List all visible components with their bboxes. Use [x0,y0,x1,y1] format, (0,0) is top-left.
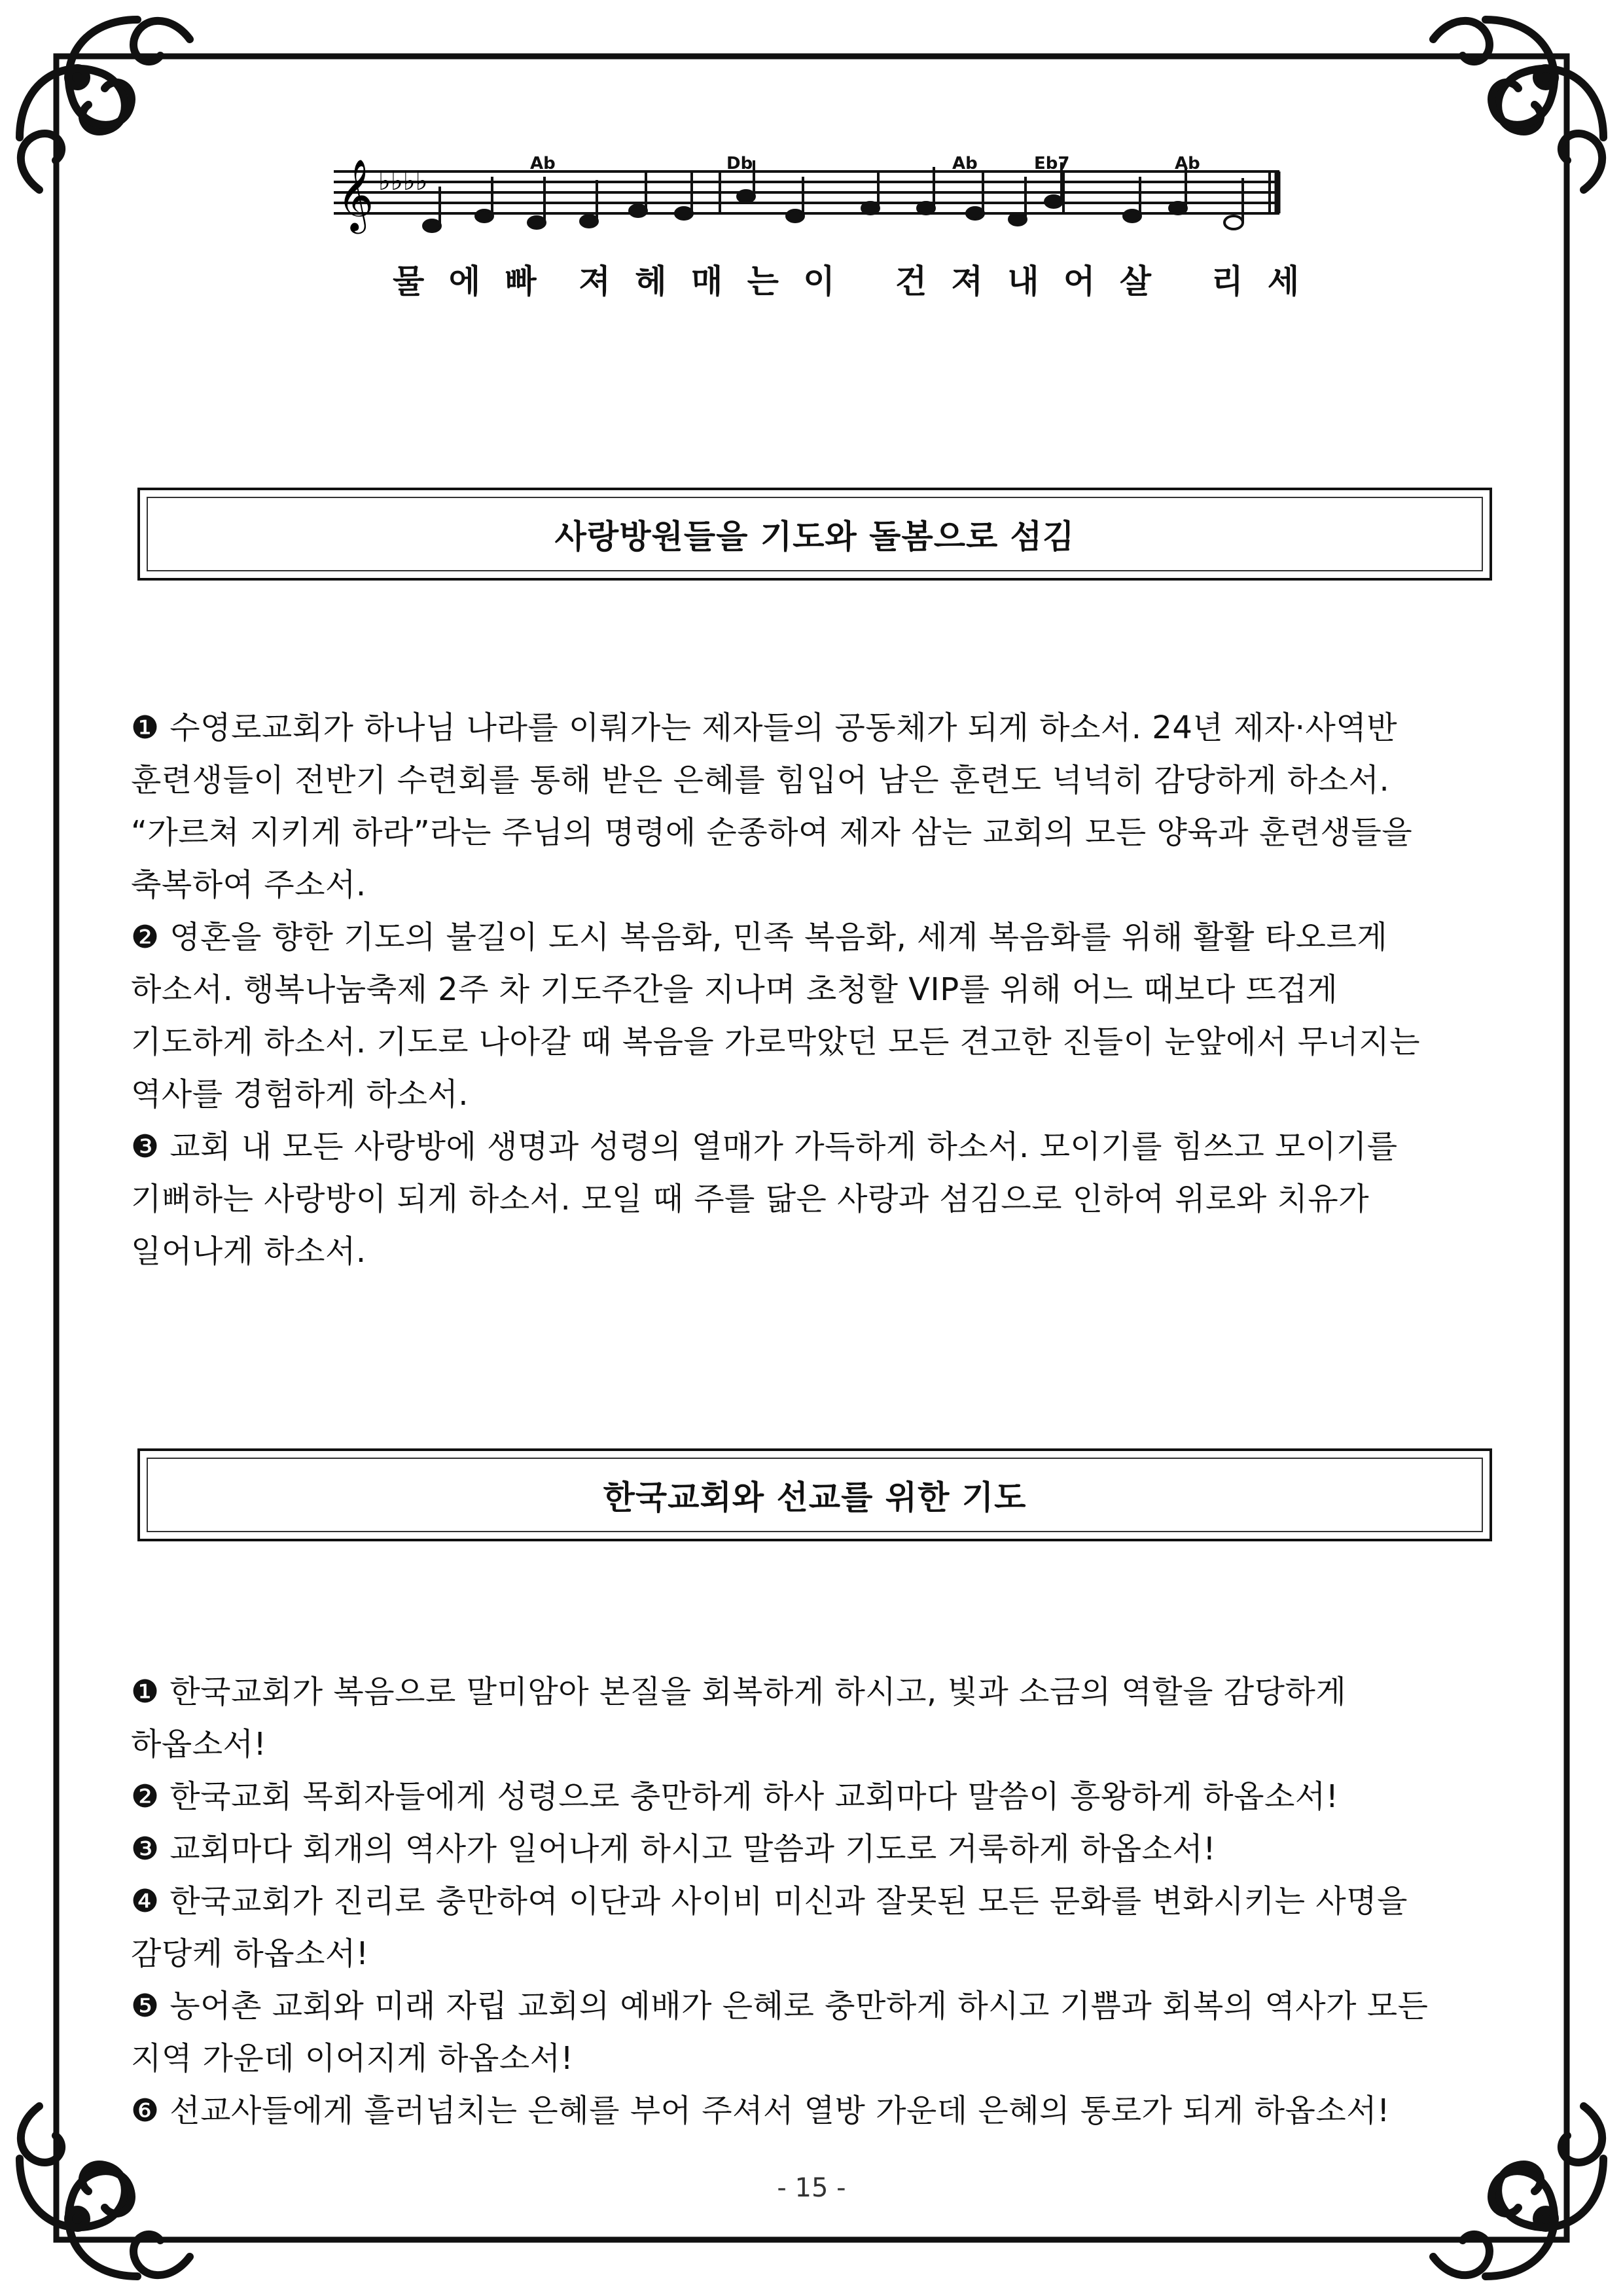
prayer-line: ❸ 교회 내 모든 사랑방에 생명과 성령의 열매가 가득하게 하소서. 모이기를 힘쓰고 모이기를 [131,1128,1398,1165]
prayer-line: 기도하게 하소서. 기도로 나아갈 때 복음을 가로막았던 모든 견고한 진들이 눈앞에서 무너지는 [131,1024,1421,1060]
song-lyrics: 물 에 빠 져 헤 매 는 이 건 져 내 어 살 리 세 [393,262,1306,300]
prayer-line: 일어나게 하소서. [131,1233,366,1270]
section-title: 사랑방원들을 기도와 돌봄으로 섬김 [554,518,1075,556]
prayer-line: ❶ 수영로교회가 하나님 나라를 이뤄가는 제자들의 공동체가 되게 하소서. 24년 제자·사역반 [131,709,1398,746]
treble-clef-icon: 𝄞 [337,159,374,231]
chord-label: Db [726,154,753,173]
chord-label: Ab [952,154,978,173]
prayer-line: 훈련생들이 전반기 수련회를 통해 받은 은혜를 힘입어 남은 훈련도 넉넉히 감당하게 하소서. [131,762,1390,798]
prayer-line: ❷ 영혼을 향한 기도의 불길이 도시 복음화, 민족 복음화, 세계 복음화를 위해 활활 타오르게 [131,919,1388,956]
prayer-line: 축복하여 주소서. [131,867,366,903]
music-score [0,0,1623,262]
section-title: 한국교회와 선교를 위한 기도 [603,1479,1027,1516]
prayer-line: ❻ 선교사들에게 흘러넘치는 은혜를 부어 주셔서 열방 가운데 은혜의 통로가 되게 하옵소서! [131,2092,1390,2129]
prayer-line: ❸ 교회마다 회개의 역사가 일어나게 하시고 말씀과 기도로 거룩하게 하옵소서! [131,1831,1217,1867]
prayer-line: ❶ 한국교회가 복음으로 말미암아 본질을 회복하게 하시고, 빛과 소금의 역할을 감당하게 [131,1674,1347,1710]
prayer-line: 하소서. 행복나눔축제 2주 차 기도주간을 지나며 초청할 VIP를 위해 어느 때보다 뜨겁게 [131,971,1338,1008]
chord-label: Ab [1175,154,1200,173]
chord-label: Eb7 [1034,154,1070,173]
chord-label: Ab [530,154,556,173]
prayer-line: “가르쳐 지키게 하라”라는 주님의 명령에 순종하여 제자 삼는 교회의 모든 양육과 훈련생들을 [131,814,1413,851]
section-title-box [137,488,1492,581]
prayer-line: 하옵소서! [131,1726,267,1763]
prayer-line: ❷ 한국교회 목회자들에게 성령으로 충만하게 하사 교회마다 말씀이 흥왕하게 하옵소서! [131,1778,1339,1815]
prayer-list [131,702,1499,1278]
prayer-line: 지역 가운데 이어지게 하옵소서! [131,2040,574,2077]
prayer-line: 기뻐하는 사랑방이 되게 하소서. 모일 때 주를 닮은 사랑과 섬김으로 인하여 위로와 치유가 [131,1181,1370,1217]
prayer-list [131,1666,1499,2137]
prayer-line: ❺ 농어촌 교회와 미래 자립 교회의 예배가 은혜로 충만하게 하시고 기쁨과 회복의 역사가 모든 [131,1988,1429,2024]
section-title-box [137,1448,1492,1541]
prayer-line: 감당케 하옵소서! [131,1935,369,1972]
prayer-line: 역사를 경험하게 하소서. [131,1076,469,1113]
key-signature: ♭♭♭♭ [378,166,428,196]
page-number: - 15 - [777,2173,846,2203]
prayer-line: ❹ 한국교회가 진리로 충만하여 이단과 사이비 미신과 잘못된 모든 문화를 변화시키는 사명을 [131,1883,1408,1920]
